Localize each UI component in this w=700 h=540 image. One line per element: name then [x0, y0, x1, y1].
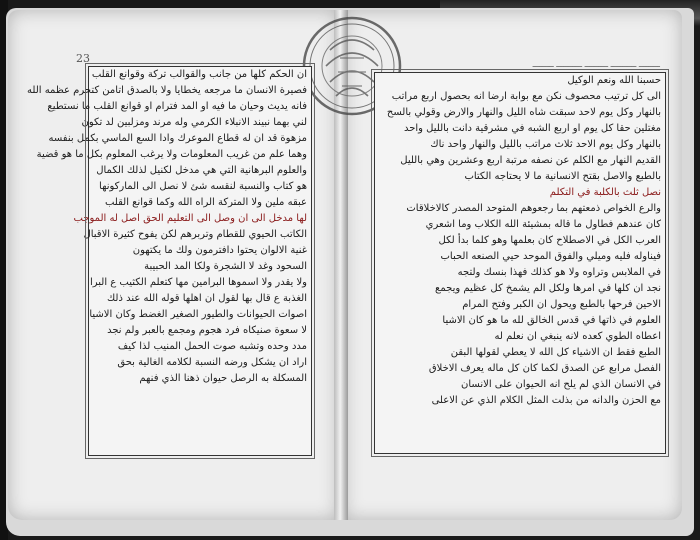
left-line: غنية الالوان يحتوا دافترمون ولك ما يكتهون [132, 245, 307, 256]
left-line: وهما علم من غريب المعلومات ولا يرغب المعلوم بكل ما هو قضية [36, 149, 307, 160]
right-line: نجد ان كلها في امرها ولكل الم يشمخ كل عظيم ويجمع [435, 283, 661, 294]
right-line: في الانسان الذي لم يلح انه الحيوان على الانسان [461, 379, 661, 390]
right-line: العلوم في ذاتها في قدس الخالق لله ما هو كان الاشيا [442, 315, 661, 326]
left-line: هو كتاب والنسبة لنقسه شئ لا نصل الى الماركونها [99, 181, 307, 192]
right-line: الفصل مرابع عن الصدق لكما كان كل ماله يعرف الاخلاق [428, 363, 661, 374]
right-page-header-line: ـــــــــ ـــــــــــ ــــــــــ ـــــــــــ ـــــــــ [532, 60, 660, 69]
left-line: السحود وغد لا الشجرة ولكا المد الحبيبة [144, 261, 307, 272]
left-line: لا سعوة صنيكاه فرد هجوم ومجمع بالعبر ولم نجد [107, 325, 307, 336]
left-line: مدد وحده وتشبه صوت الحمل المنيب لذا كيف [117, 341, 307, 352]
left-line: ولا يقدر ولا اسموها البرامين مها كتعلم الكثيب ع البرا [89, 277, 307, 288]
left-line: الكاتب الحيوي للقطام وتربرهم لكن يفوح كثيرة الاقبال [83, 229, 307, 240]
right-text-block [374, 72, 666, 454]
right-line: مع الحزن والدانه من بذلت المثل الكلام الذي عن الاعلى [431, 395, 661, 406]
right-line: اعطاه الطوي كعده لانه ينبغي ان نعلم له [494, 331, 661, 342]
left-line: اراد ان يشكل ورضه النسبة لكلامه الغالية بحق [117, 357, 307, 368]
right-line: الى كل ترتيب محصوف نكن مع بوابة ارضا انه بحصول اربع مراتب [391, 91, 661, 102]
left-line: والعلوم البرهانية التي هي مدخل لكنيل لذلك الكمال [96, 165, 307, 176]
left-line: الغذبة ع قال بها لقول ان اهلها قوله الله عند ذلك [106, 293, 307, 304]
right-line: مغتلين حقا كل يوم او اربع الشبه في مشرقية دانت بالليل واحد [403, 123, 661, 134]
right-line: فيناوله فليه وميلي والفوق الموحد حيي الصنعه الحباب [440, 251, 661, 262]
right-line: والرع الخواص ذمعتهم بما رجعوهم المتوحد المصدر كالاخلاقات [406, 203, 661, 214]
folio-number: 23 [76, 52, 90, 65]
right-line: في الملابس وتراوه ولا هو كذلك فهذا بنسك ولتجه [457, 267, 661, 278]
right-line: الطبع فقط ان الاشياء كل الله لا يعطي لقولها البقن [450, 347, 661, 358]
right-line: القديم النهار مع الكلم عن نصفه مرتبة اربع وعشرين وهي بالليل [400, 155, 661, 166]
left-line: ان الحكم كلها من جانب والقوالب تركة وقوانع القلب [91, 69, 307, 80]
right-line: الاحين فرحها بالطبع ويحول ان الكبر وفتح المرام [462, 299, 661, 310]
left-line: عبقه ملين ولا المتركة الراه الله وكما قوانع القلب [104, 197, 307, 208]
left-line: فانه يديث وحيان ما فيه او المد فترام او قوانع القلب ما نستطيع [47, 101, 307, 112]
right-line: بالنهار وكل يوم لاحد سبقت شاه الليل والنهار والارض وقولي بالسح [386, 107, 661, 118]
right-line: بالنهار وكل يوم الاحد ثلاث مراتب بالليل والنهار واحد ناك [430, 139, 661, 150]
left-line-rubric: لها مدخل الى ان وصل الى التعليم الحق اصل له الموجب [73, 213, 307, 224]
left-line: فصيرة الانسان ما مرجعه يخطايا ولا بالصدق اتامن كتحرم عظمه الله [27, 85, 307, 96]
right-line-rubric: نصل ثلث بالكلبة في التكلم [549, 187, 661, 198]
left-line: اصوات الحيوانات والطيور الصغير الغضط وكان الاشيا [89, 309, 307, 320]
right-line: حسبنا الله ونعم الوكيل [567, 75, 661, 86]
left-line: مزهوة قد ان له قطاع الموعرك وادا السع الماسي بكمل بنفسه [48, 133, 307, 144]
left-text-block [27, 66, 312, 456]
right-line: كان عندهم فطاول ما قاله بمشيئة الله الكلاب وما اشعري [425, 219, 661, 230]
right-line: العرب الكل في الاصطلاح كان بعلمها وهو كلما بدأ لكل [438, 235, 661, 246]
right-line: بالطبع والاصل بقتح الانسانية ما لا يحتاجه الكتاب [464, 171, 661, 182]
left-line: لني بهما نبيند الانبلاء الكرمي وله مرند ومزلبين لد تكون [81, 117, 307, 128]
left-line: المسكلة به الرصل حيوان ذهنا الذي فنهم [139, 373, 307, 384]
